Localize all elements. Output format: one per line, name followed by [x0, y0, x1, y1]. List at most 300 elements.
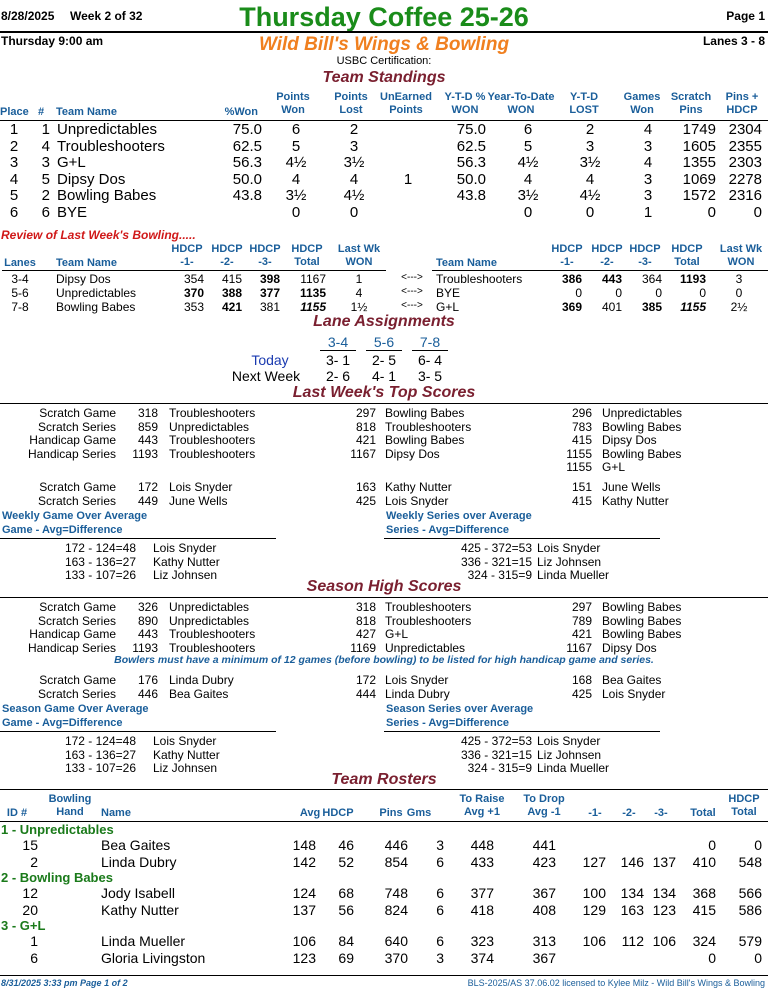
- roster-cell: 134: [620, 885, 644, 901]
- roster-cell: 640: [384, 933, 408, 949]
- standings-header-9: Y-T-D LOST: [569, 91, 599, 116]
- roster-cell: Kathy Nutter: [101, 901, 179, 918]
- standings-cell: 62.5: [456, 137, 486, 155]
- standings-cell: 4½: [517, 154, 539, 171]
- top_scores-game-over-sub: Game - Avg=Difference: [2, 524, 123, 536]
- roster-cell: 69: [338, 949, 354, 966]
- roster-cell: 100: [582, 885, 606, 901]
- standings-cell: 5: [291, 137, 301, 155]
- review-left-cell: 1: [355, 272, 363, 286]
- roster-cell: 3: [436, 837, 444, 853]
- top_scores-team-cell: 818: [355, 419, 376, 434]
- top_scores-team-cell: 1167: [350, 446, 376, 461]
- review-left-cell: Unpredictables: [56, 286, 137, 300]
- review-right-cell: BYE: [436, 286, 461, 300]
- season_high-ind-cell: 176: [137, 673, 158, 687]
- standings-cell: 4½: [579, 187, 601, 204]
- review-header-left-5: HDCP Total: [291, 243, 323, 268]
- season_high-game-over-calc: 172 - 124=48: [64, 734, 136, 748]
- review-right-cell: 3: [735, 272, 743, 286]
- top_scores-team-cell: 1193: [132, 446, 158, 461]
- review-left-cell: 1167: [300, 272, 326, 286]
- review-right-cell: 0: [575, 286, 582, 300]
- roster-cell: 84: [338, 933, 354, 949]
- season_high-game-over-title: Season Game Over Average: [2, 703, 149, 715]
- standings-cell: 1069: [682, 170, 716, 188]
- season_high-series-over-calc: 425 - 372=53: [460, 734, 532, 748]
- standings-cell: 1: [643, 203, 653, 221]
- season_high-ind-cell: Scratch Series: [37, 687, 116, 701]
- standings-cell: 56.3: [456, 154, 486, 171]
- roster-cell: 446: [384, 837, 408, 853]
- review-left-cell: 415: [221, 272, 242, 286]
- season_high-ind-cell: 444: [355, 687, 376, 701]
- season_high-series-over-name: Linda Mueller: [537, 761, 610, 775]
- roster-cell: 423: [532, 853, 556, 870]
- standings-cell: 6: [41, 203, 50, 221]
- standings-header-12: Pins + HDCP: [725, 91, 759, 116]
- standings-cell: 3: [349, 137, 359, 155]
- review-right-cell: 2½: [730, 300, 748, 314]
- review-header-left-0: Lanes: [4, 257, 36, 269]
- season_high-team-cell: 297: [571, 600, 592, 614]
- roster-cell: 52: [338, 853, 354, 870]
- roster-header-avg: Avg: [299, 807, 321, 819]
- roster-header-g2: -2-: [622, 807, 636, 819]
- next-week-assignment: 3- 5: [417, 368, 443, 384]
- review-header-right-4: HDCP Total: [671, 243, 703, 268]
- review-right-cell: 369: [561, 300, 582, 314]
- season_high-ind-cell: 168: [571, 673, 592, 687]
- review-lanes: 7-8: [11, 300, 29, 314]
- top-scores-title: Last Week's Top Scores: [292, 384, 476, 401]
- roster-cell: 123: [292, 949, 316, 966]
- standings-cell: 4: [643, 121, 653, 138]
- top_scores-ind-cell: 449: [137, 494, 158, 508]
- top_scores-ind-cell: 425: [355, 494, 376, 508]
- top_scores-team-cell: Handicap Series: [27, 446, 116, 461]
- top_scores-ind-cell: 151: [571, 480, 592, 494]
- top_scores-team-cell: 1155: [566, 460, 592, 474]
- lane-pair-7-8: 7-8: [419, 334, 441, 350]
- top_scores-team-cell: 859: [137, 419, 158, 434]
- rosters-title: Team Rosters: [331, 771, 437, 788]
- top_scores-team-cell: Bowling Babes: [602, 446, 682, 461]
- standings-header-7: Y-T-D % WON: [444, 91, 486, 116]
- footer-left: 8/31/2025 3:33 pm Page 1 of 2: [1, 978, 128, 988]
- roster-team-name: 3 - G+L: [1, 918, 46, 933]
- season_high-ind-cell: Linda Dubry: [385, 687, 450, 701]
- review-left-cell: 421: [221, 300, 242, 314]
- season_high-series-over-name: Lois Snyder: [537, 734, 601, 748]
- standings-cell: 56.3: [232, 154, 262, 171]
- roster-cell: 106: [652, 933, 676, 949]
- standings-cell: 4: [291, 170, 301, 188]
- top_scores-team-cell: Bowling Babes: [602, 419, 682, 434]
- season_high-series-over-calc: 324 - 315=9: [467, 761, 532, 775]
- roster-header-id: ID #: [6, 807, 28, 819]
- roster-cell: 408: [532, 901, 556, 918]
- top_scores-team-cell: 415: [571, 433, 592, 447]
- top_scores-series-over-sub: Series - Avg=Difference: [386, 524, 509, 536]
- season_high-ind-cell: Bea Gaites: [602, 673, 662, 687]
- season-high-title: Season High Scores: [306, 578, 462, 595]
- review-right-cell: 0: [699, 286, 706, 300]
- standings-header-10: Games Won: [623, 91, 661, 116]
- review-left-cell: Dipsy Dos: [56, 272, 111, 286]
- season_high-team-cell: G+L: [385, 627, 409, 641]
- roster-cell: 586: [738, 901, 762, 918]
- footer-rule: [0, 975, 768, 976]
- season_high-ind-cell: 425: [571, 687, 592, 701]
- lane-pair-underline: [320, 350, 356, 351]
- review-header-right-2: HDCP -2-: [591, 243, 623, 268]
- standings-cell: 3: [9, 154, 19, 171]
- roster-cell: Jody Isabell: [101, 885, 175, 901]
- day-time: Thursday 9:00 am: [1, 34, 104, 48]
- top_scores-game-over-name: Liz Johnsen: [153, 568, 218, 582]
- standings-cell: 2316: [728, 187, 762, 204]
- roster-cell: 127: [582, 853, 606, 870]
- standings-cell: 4½: [285, 154, 307, 171]
- roster-cell: 374: [470, 949, 494, 966]
- standings-cell: 1: [403, 170, 413, 188]
- review-header-right-1: HDCP -1-: [551, 243, 583, 268]
- top_scores-series-over-name: Liz Johnsen: [537, 554, 602, 569]
- standings-cell: 50.0: [232, 170, 262, 188]
- standings-cell: BYE: [57, 203, 88, 221]
- season_high-team-cell: Handicap Series: [27, 640, 116, 655]
- top_scores-ind-cell: Scratch Game: [39, 480, 116, 494]
- top_scores-game-over-calc: 133 - 107=26: [64, 568, 136, 582]
- season_high-title-rule: [0, 597, 768, 598]
- top_scores-game-over-name: Lois Snyder: [153, 541, 217, 555]
- review-arrow: <--->: [401, 272, 423, 283]
- standings-header-8: Year-To-Date WON: [487, 91, 555, 116]
- roster-cell: 124: [292, 885, 316, 901]
- top_scores-team-cell: Troubleshooters: [385, 419, 472, 434]
- roster-cell: 6: [436, 885, 444, 901]
- review-header-right-0: Team Name: [436, 257, 497, 269]
- roster-cell: 20: [22, 901, 38, 918]
- season_high-game-over-name: Liz Johnsen: [153, 761, 218, 775]
- standings-cell: 43.8: [232, 187, 262, 204]
- roster-cell: 106: [582, 933, 606, 949]
- standings-cell: 0: [523, 203, 533, 221]
- roster-header-drop: To Drop Avg -1: [523, 793, 565, 818]
- roster-cell: 313: [532, 933, 556, 949]
- standings-cell: 50.0: [456, 170, 486, 188]
- season_high-team-cell: Scratch Game: [39, 600, 116, 614]
- season_high-team-cell: Troubleshooters: [385, 600, 472, 614]
- season_high-team-cell: Troubleshooters: [169, 640, 256, 655]
- standings-cell: 5: [523, 137, 533, 155]
- top_scores-team-cell: 318: [137, 406, 158, 420]
- season_high-team-cell: 326: [137, 600, 158, 614]
- standings-cell: 1355: [682, 154, 716, 171]
- review-rule-right: [432, 270, 768, 271]
- top_scores-series-over-name: Linda Mueller: [537, 568, 610, 582]
- roster-header-pins: Pins: [379, 807, 403, 819]
- top_scores-series-over-calc: 324 - 315=9: [467, 568, 532, 582]
- season_high-team-cell: Unpredictables: [385, 640, 466, 655]
- review-header-left-1: Team Name: [56, 257, 117, 269]
- roster-cell: Gloria Livingston: [101, 949, 206, 966]
- season_high-ind-cell: 172: [355, 673, 376, 687]
- roster-cell: 15: [22, 837, 38, 853]
- top_scores-ind-cell: Lois Snyder: [169, 480, 233, 494]
- season_high-ind-cell: Lois Snyder: [385, 673, 449, 687]
- roster-cell: 146: [620, 853, 644, 870]
- lanes-title: Lane Assignments: [313, 313, 455, 330]
- top_scores-team-cell: Dipsy Dos: [385, 446, 440, 461]
- roster-cell: 142: [292, 853, 316, 870]
- roster-cell: 367: [532, 885, 556, 901]
- review-right-cell: 1193: [679, 272, 706, 286]
- roster-cell: 854: [384, 853, 408, 870]
- top_scores-ind-cell: 163: [355, 480, 376, 494]
- top_scores-team-cell: Scratch Game: [39, 406, 116, 420]
- season_high-ind-cell: Scratch Game: [39, 673, 116, 687]
- season_high-team-cell: Dipsy Dos: [602, 640, 657, 655]
- season_high-ind-cell: Lois Snyder: [602, 687, 666, 701]
- standings-cell: 1572: [682, 187, 716, 204]
- season_high-game-over-name: Kathy Nutter: [153, 747, 220, 762]
- review-left-cell: 1155: [300, 300, 326, 314]
- standings-header-2: Team Name: [56, 106, 117, 118]
- review-left-cell: 353: [183, 300, 204, 314]
- top_scores-ind-cell: Kathy Nutter: [385, 480, 452, 494]
- season_high-team-cell: 1169: [350, 640, 376, 655]
- standings-header-6: UnEarned Points: [380, 91, 432, 116]
- review-header-right-3: HDCP -3-: [629, 243, 661, 268]
- standings-cell: 3: [643, 187, 653, 204]
- standings-cell: 0: [753, 203, 762, 221]
- standings-cell: 2355: [728, 137, 762, 155]
- top_scores-team-cell: Troubleshooters: [169, 406, 256, 420]
- roster-cell: 134: [652, 885, 676, 901]
- season_high-team-cell: Unpredictables: [169, 600, 250, 614]
- standings-cell: 1: [9, 121, 19, 138]
- season_high-team-cell: Handicap Game: [29, 627, 116, 641]
- standings-cell: 2: [349, 121, 359, 138]
- standings-cell: Unpredictables: [57, 121, 158, 138]
- today-assignment: 2- 5: [371, 352, 397, 368]
- standings-cell: 6: [9, 203, 19, 221]
- standings-header-4: Points Won: [276, 91, 310, 116]
- standings-header-1: #: [37, 106, 45, 118]
- season_high-series-over-title: Season Series over Average: [386, 703, 534, 715]
- review-left-cell: 1½: [350, 300, 368, 314]
- top_scores-title-rule: [0, 403, 768, 404]
- standings-title: Team Standings: [322, 69, 446, 86]
- top_scores-ind-cell: Kathy Nutter: [602, 494, 669, 508]
- standings-cell: 4: [643, 154, 653, 171]
- lane-pair-underline: [412, 350, 448, 351]
- top_scores-series-over-rule: [384, 538, 660, 539]
- roster-cell: 0: [708, 837, 716, 853]
- roster-cell: 112: [621, 933, 644, 949]
- review-arrow: <--->: [401, 286, 423, 297]
- roster-cell: 163: [620, 901, 644, 918]
- top_scores-ind-cell: 172: [137, 480, 158, 494]
- top_scores-team-cell: 421: [355, 433, 376, 447]
- season_high-team-cell: 427: [355, 627, 376, 641]
- top_scores-ind-cell: Lois Snyder: [385, 494, 449, 508]
- roster-cell: 6: [436, 933, 444, 949]
- season_high-team-cell: Unpredictables: [169, 613, 250, 628]
- standings-cell: 1749: [682, 121, 716, 138]
- top_scores-team-cell: 1155: [566, 446, 592, 461]
- usbc-cert: USBC Certification:: [336, 55, 432, 67]
- roster-header-name: Name: [101, 807, 131, 819]
- top_scores-team-cell: 297: [355, 406, 376, 420]
- season_high-team-cell: 443: [137, 627, 158, 641]
- week-label: Week 2 of 32: [70, 9, 143, 23]
- roster-cell: 368: [692, 885, 716, 901]
- roster-header-hdcp: HDCP: [322, 807, 354, 819]
- standings-cell: Troubleshooters: [57, 137, 165, 155]
- roster-cell: 6: [436, 901, 444, 918]
- standings-cell: 3: [585, 137, 595, 155]
- standings-cell: 0: [349, 203, 359, 221]
- standings-cell: 3: [41, 154, 50, 171]
- rosters-title-rule: [0, 789, 768, 790]
- roster-header-total: Total: [690, 807, 716, 819]
- season_high-team-cell: Bowling Babes: [602, 613, 682, 628]
- season_high-team-cell: 421: [571, 627, 592, 641]
- top_scores-team-cell: 296: [571, 406, 592, 420]
- roster-cell: 1: [30, 933, 38, 949]
- season_high-team-cell: 789: [571, 613, 592, 628]
- top_scores-series-over-calc: 425 - 372=53: [460, 541, 532, 555]
- season_high-series-over-sub: Series - Avg=Difference: [386, 717, 509, 729]
- standings-cell: 1605: [682, 137, 716, 155]
- footer-right: BLS-2025/AS 37.06.02 licensed to Kylee Milz - Wild Bill's Wings & Bowling: [467, 978, 765, 988]
- top_scores-ind-cell: Scratch Series: [37, 494, 116, 508]
- top_scores-team-cell: Bowling Babes: [385, 433, 465, 447]
- review-right-cell: 401: [601, 300, 622, 314]
- season_high-team-cell: 1167: [566, 640, 592, 655]
- season_high-ind-cell: 446: [137, 687, 158, 701]
- roster-header-raise: To Raise Avg +1: [459, 793, 505, 818]
- standings-cell: 3½: [579, 154, 601, 171]
- standings-cell: G+L: [57, 154, 86, 171]
- roster-cell: Linda Dubry: [101, 853, 177, 870]
- roster-cell: 448: [470, 837, 494, 853]
- roster-header-rule: [0, 821, 768, 822]
- standings-cell: 2278: [728, 170, 762, 188]
- standings-cell: 4: [41, 137, 50, 155]
- top_scores-ind-cell: 415: [571, 494, 592, 508]
- review-lanes: 5-6: [11, 286, 29, 300]
- review-left-cell: 398: [259, 272, 280, 286]
- lane-pair-underline: [366, 350, 402, 351]
- review-right-cell: 386: [561, 272, 582, 286]
- season_high-team-cell: 1193: [132, 640, 158, 655]
- standings-cell: 2304: [728, 121, 762, 138]
- standings-cell: 4½: [343, 187, 365, 204]
- top_scores-game-over-calc: 172 - 124=48: [64, 541, 136, 555]
- page-number: Page 1: [726, 9, 765, 23]
- review-left-cell: 1135: [299, 286, 326, 300]
- season_high-team-cell: Bowling Babes: [602, 600, 682, 614]
- review-header-left-3: HDCP -2-: [211, 243, 243, 268]
- season_high-game-over-name: Lois Snyder: [153, 734, 217, 748]
- standings-cell: 3½: [343, 154, 365, 171]
- lane-pair-3-4: 3-4: [327, 334, 349, 350]
- review-header-left-4: HDCP -3-: [249, 243, 281, 268]
- review-rule-left: [2, 270, 386, 271]
- standings-cell: 3½: [517, 187, 539, 204]
- season-note: Bowlers must have a minimum of 12 games (before bowling) to be listed for high handicap game and series.: [114, 654, 654, 666]
- season_high-team-cell: Troubleshooters: [385, 613, 472, 628]
- roster-header-g3: -3-: [654, 807, 668, 819]
- top_scores-series-over-title: Weekly Series over Average: [386, 510, 532, 522]
- top_scores-game-over-name: Kathy Nutter: [153, 554, 220, 569]
- roster-header-hand: Bowling Hand: [48, 793, 92, 818]
- standings-cell: 4: [523, 170, 533, 188]
- top_scores-team-cell: Unpredictables: [169, 419, 250, 434]
- top_scores-game-over-rule: [0, 538, 276, 539]
- season_high-ind-cell: Bea Gaites: [169, 687, 229, 701]
- review-right-cell: Troubleshooters: [436, 272, 523, 286]
- top_scores-game-over-calc: 163 - 136=27: [64, 554, 136, 569]
- review-lanes: 3-4: [11, 272, 29, 286]
- next-week-assignment: 2- 6: [325, 368, 351, 384]
- review-left-cell: Bowling Babes: [56, 300, 136, 314]
- roster-cell: 2: [30, 853, 38, 870]
- today-assignment: 6- 4: [417, 352, 443, 368]
- roster-cell: 370: [384, 949, 408, 966]
- roster-cell: 0: [754, 949, 762, 966]
- season_high-team-cell: Scratch Series: [37, 613, 116, 628]
- standings-cell: 2: [585, 121, 595, 138]
- review-right-cell: 1155: [680, 300, 706, 314]
- review-left-cell: 377: [259, 286, 280, 300]
- roster-cell: 0: [708, 949, 716, 966]
- roster-cell: 748: [384, 885, 408, 901]
- top_scores-team-cell: Scratch Series: [37, 419, 116, 434]
- roster-cell: 566: [738, 885, 762, 901]
- standings-cell: 0: [585, 203, 595, 221]
- season_high-team-cell: Troubleshooters: [169, 627, 256, 641]
- standings-cell: 0: [707, 203, 716, 221]
- roster-cell: 6: [30, 949, 38, 966]
- roster-cell: 137: [292, 901, 316, 918]
- roster-cell: 129: [582, 901, 606, 918]
- roster-cell: 377: [470, 885, 494, 901]
- standings-cell: 3: [643, 170, 653, 188]
- roster-cell: 548: [738, 853, 762, 870]
- standings-cell: 5: [41, 170, 50, 188]
- review-right-cell: 0: [735, 286, 743, 300]
- roster-cell: 410: [692, 853, 716, 870]
- review-arrow: <--->: [401, 300, 423, 311]
- review-header-right-5: Last Wk WON: [719, 243, 763, 268]
- review-left-cell: 388: [221, 286, 242, 300]
- standings-cell: 2: [41, 187, 50, 204]
- lanes-range: Lanes 3 - 8: [702, 34, 765, 48]
- roster-cell: 415: [692, 901, 716, 918]
- report-date: 8/28/2025: [1, 9, 55, 23]
- standings-cell: 62.5: [232, 137, 262, 155]
- season_high-game-over-sub: Game - Avg=Difference: [2, 717, 123, 729]
- review-header-left-2: HDCP -1-: [171, 243, 203, 268]
- league-title: Thursday Coffee 25-26: [239, 2, 529, 32]
- standings-header-5: Points Lost: [334, 91, 368, 116]
- standings-cell: 2: [9, 137, 19, 155]
